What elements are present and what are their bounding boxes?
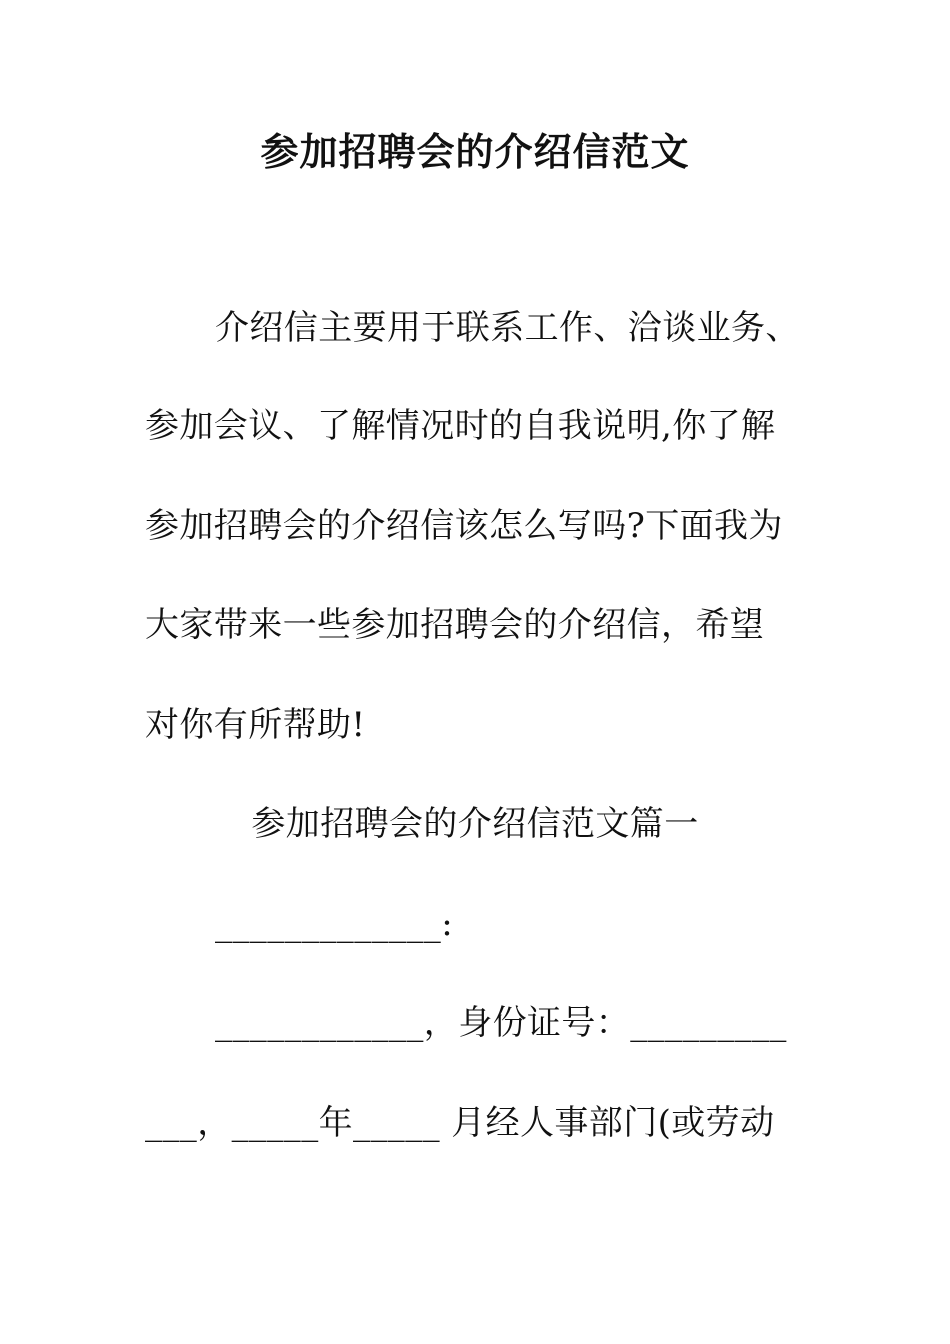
section-heading: 参加招聘会的介绍信范文篇一 [251, 804, 699, 844]
paragraph-line: 对你有所帮助! [145, 705, 366, 745]
paragraph-line: 大家带来一些参加招聘会的介绍信，希望 [145, 605, 765, 645]
paragraph-line: 参加会议、了解情况时的自我说明,你了解 [145, 406, 776, 446]
paragraph-line: 参加招聘会的介绍信该怎么写吗?下面我为 [145, 506, 783, 546]
form-fill-line: ____________，身份证号：_________ [215, 1003, 787, 1043]
salutation-blank-line: _____________: [215, 904, 454, 944]
form-fill-line: ___，_____年_____ 月经人事部门(或劳动 [145, 1103, 775, 1143]
document-title: 参加招聘会的介绍信范文 [260, 129, 690, 174]
paragraph-line: 介绍信主要用于联系工作、洽谈业务、 [215, 308, 800, 348]
